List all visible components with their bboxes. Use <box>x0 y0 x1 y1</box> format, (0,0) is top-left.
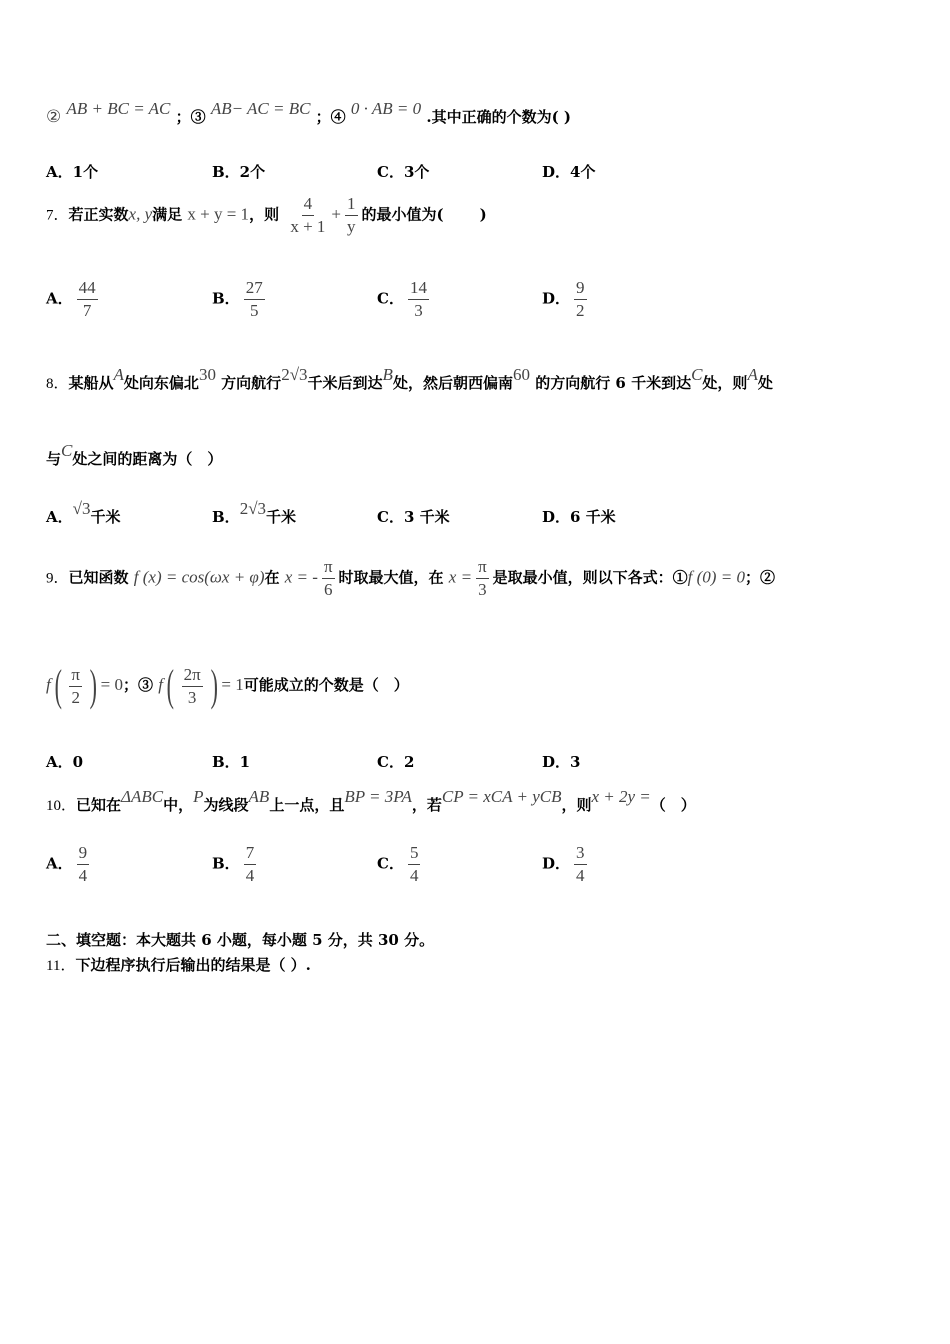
q6-sep-3: ；③ <box>175 108 206 126</box>
q9-option-b[interactable]: B．1 <box>212 753 251 771</box>
q10-point-p: P <box>193 787 204 806</box>
q7-plus: + <box>331 204 341 224</box>
q7-fraction-1: $\frac{4}{x + 1}$ <box>290 194 326 236</box>
q8-number: 8． <box>46 376 69 392</box>
q6-option-a[interactable]: A．1个 <box>46 163 99 181</box>
q6-expr-3: AB− AC = BC <box>210 99 311 118</box>
q9-x-max: x = - <box>284 567 318 587</box>
q7-text-5: ) <box>479 205 487 224</box>
q8-angle-30: 30 <box>198 365 216 384</box>
q7-fraction-2: $\frac{1}{y}$ <box>347 194 356 236</box>
q9-function: f (x) = cos(ωx + φ) <box>133 567 265 587</box>
q6-option-d[interactable]: D．4个 <box>542 163 596 181</box>
q9-option-a[interactable]: A．0 <box>46 753 84 771</box>
q11-text: 下边程序执行后输出的结果是（ ）. <box>75 956 311 974</box>
q7-option-a[interactable]: A． $\frac{44}{7}$ <box>46 278 96 320</box>
q9-statement-1: f (0) = 0 <box>687 567 745 587</box>
q7-text-3: ，则 <box>249 205 280 224</box>
q8-point-a-2: A <box>747 365 758 384</box>
q7-option-c[interactable]: C． $\frac{14}{3}$ <box>377 278 427 320</box>
q9-frac-pi-3: $\frac{\pi}{3}$ <box>478 557 487 599</box>
q10-stem: 10．已知在ΔABC中，P为线段AB上一点，且BP = 3PA，若CP = xCA + yCB，则x + 2y =（ ） <box>46 787 696 814</box>
q9-option-c[interactable]: C．2 <box>377 753 415 771</box>
q7-option-b[interactable]: B． $\frac{27}{5}$ <box>212 278 263 320</box>
q10-option-d[interactable]: D． $\frac{3}{4}$ <box>542 843 585 885</box>
circled-2: ② <box>46 107 62 126</box>
q8-option-a[interactable]: A．√3千米 <box>46 499 121 526</box>
q8-stem-line-2: 与C处之间的距离为（ ） <box>46 441 223 468</box>
q11-number: 11． <box>46 958 76 974</box>
q10-segment-ab: AB <box>248 787 270 806</box>
q7-option-d[interactable]: D． $\frac{9}{2}$ <box>542 278 585 320</box>
q8-option-d[interactable]: D．6 千米 <box>542 508 616 526</box>
q7-number: 7． <box>46 207 69 224</box>
section-heading-fill-in: 二、填空题：本大题共 6 小题，每小题 5 分，共 30 分。 <box>46 931 435 949</box>
q10-option-a[interactable]: A． $\frac{9}{4}$ <box>46 843 88 885</box>
q9-stem-line-1: 9．已知函数 f (x) = cos(ωx + φ)在 x = - $\frac{\pi}{6}$ 时取最大值，在 x = $\frac{\pi}{3}$ 是取最小值，则以下各式：①f (0) = 0；② <box>46 557 775 599</box>
q8-point-c-2: C <box>61 441 73 460</box>
q8-option-b[interactable]: B．2√3千米 <box>212 499 297 526</box>
q6-expr-2: AB + BC = AC <box>66 99 171 118</box>
q9-frac-pi-2: $\frac{\pi}{2}$ <box>71 664 80 707</box>
q7-condition: x + y = 1 <box>187 204 250 224</box>
q10-triangle: ΔABC <box>121 787 164 806</box>
q10-option-c[interactable]: C． $\frac{5}{4}$ <box>377 843 419 885</box>
q8-angle-60: 60 <box>512 365 530 384</box>
q7-stem <box>46 194 920 237</box>
q8-point-a: A <box>113 365 124 384</box>
q8-point-c: C <box>691 365 703 384</box>
q8-distance: 2√3 <box>281 365 308 384</box>
q9-frac-pi-6: $\frac{\pi}{6}$ <box>323 557 333 599</box>
q9-frac-2pi-3: $\frac{2\pi}{3}$ <box>183 664 201 707</box>
q8-stem-line-1: 8．某船从A处向东偏北30 方向航行2√3千米后到达B处，然后朝西偏南60 的方向航行 6 千米到达C处，则A处 <box>46 365 773 392</box>
q6-expr-4: 0 · AB = 0 <box>350 99 422 118</box>
q8-point-b: B <box>382 365 393 384</box>
q6-question: .其中正确的个数为( ) <box>426 108 571 126</box>
q10-option-b[interactable]: B． $\frac{7}{4}$ <box>212 843 255 885</box>
q7-text-2: 满足 <box>152 205 183 224</box>
q11-stem <box>46 954 920 975</box>
q10-number: 10． <box>46 798 77 814</box>
q7-text-4: 的最小值为( <box>361 205 444 224</box>
q10-condition: BP = 3PA <box>344 787 412 806</box>
q9-stem-line-2: f( $\frac{\pi}{2}$ ) = 0；③ f( $\frac{2\pi}{3}$ ) = 1可能成立的个数是（ ） <box>46 661 409 710</box>
q6-sep-4: ；④ <box>315 108 346 126</box>
q7-vars: x, y <box>128 204 153 224</box>
q10-target: x + 2y = <box>591 787 651 806</box>
q6-option-b[interactable]: B．2个 <box>212 163 266 181</box>
q9-option-d[interactable]: D．3 <box>542 753 581 771</box>
q7-text-1: 若正实数 <box>68 205 129 224</box>
q10-vector-eq: CP = xCA + yCB <box>441 787 562 806</box>
q6-statements <box>46 99 920 127</box>
q9-statement-2-rhs: = 0 <box>100 675 123 694</box>
q9-statement-3-rhs: = 1 <box>221 675 244 694</box>
q6-option-c[interactable]: C．3个 <box>377 163 430 181</box>
q9-number: 9． <box>46 570 69 587</box>
q8-option-c[interactable]: C．3 千米 <box>377 508 450 526</box>
q9-x-min: x = <box>448 567 473 587</box>
